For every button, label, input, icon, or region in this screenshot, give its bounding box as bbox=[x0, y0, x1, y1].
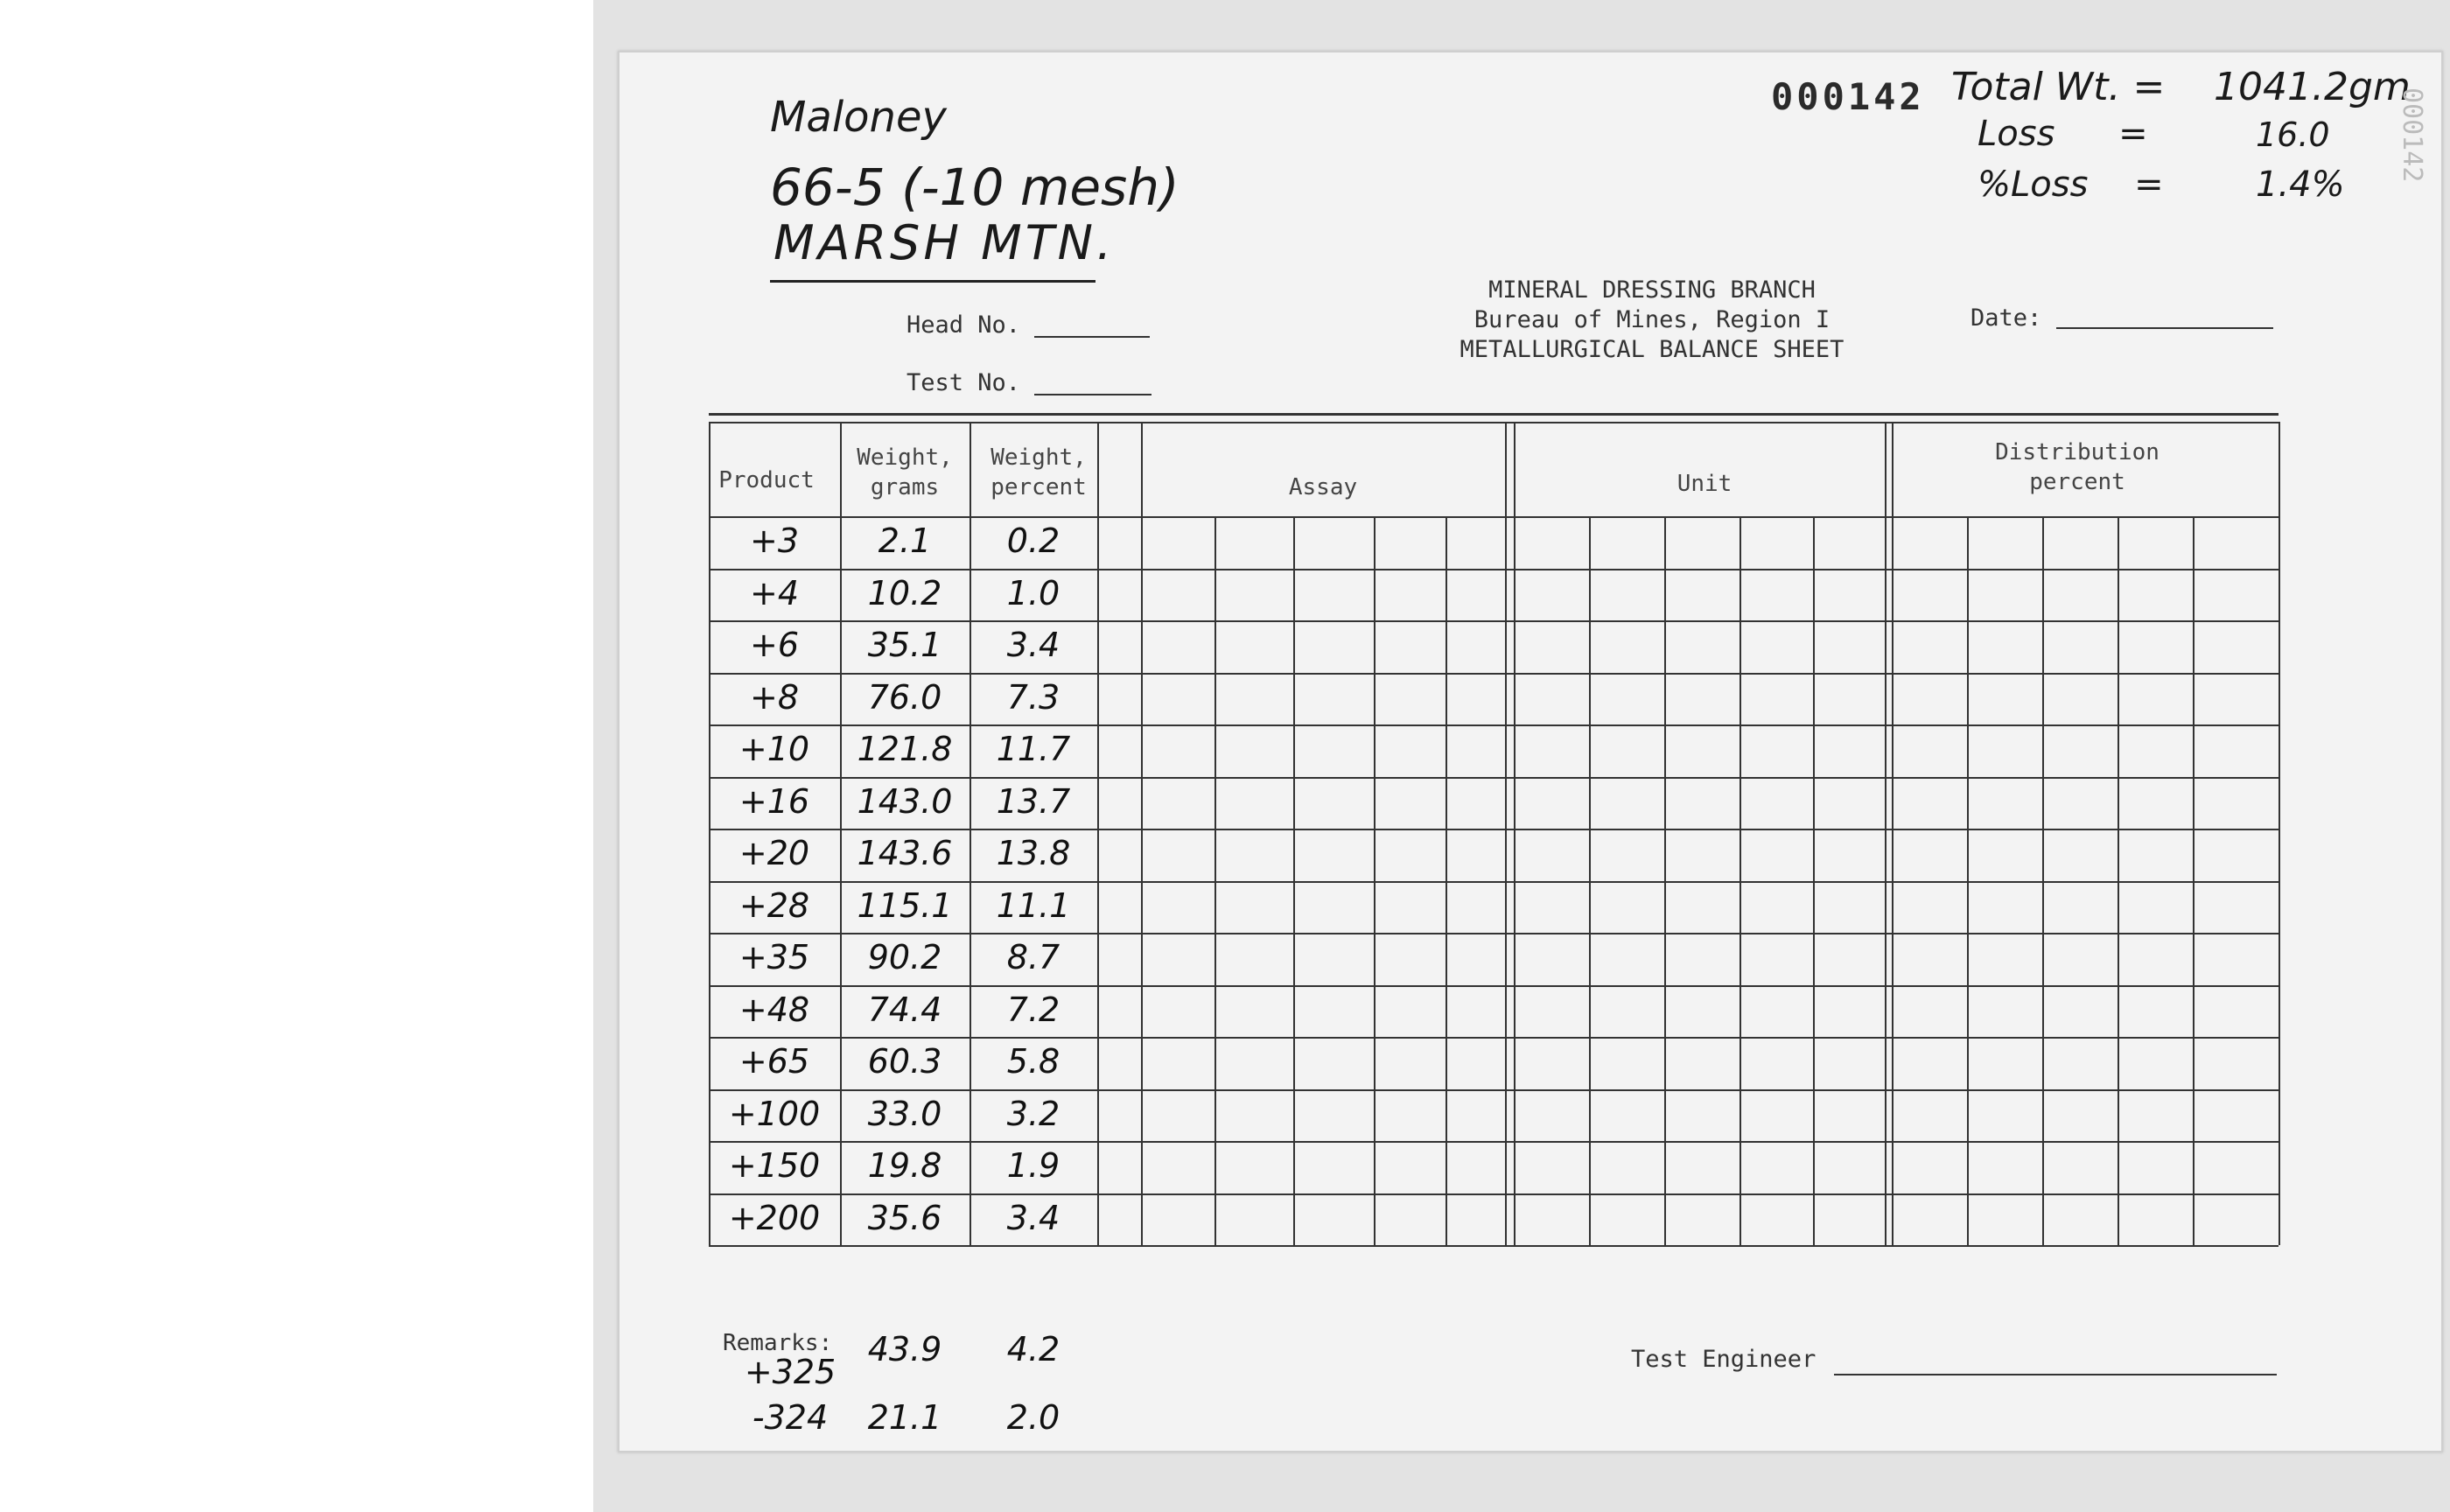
cell-weight-percent: 1.0 bbox=[1006, 573, 1060, 612]
cell-weight-grams: 60.3 bbox=[867, 1042, 942, 1081]
cell-weight-grams: 143.6 bbox=[857, 834, 953, 872]
cell-weight-percent: 1.9 bbox=[1006, 1146, 1060, 1185]
percent-loss-value: 1.4% bbox=[2256, 164, 2345, 205]
cell-weight-percent: 13.7 bbox=[996, 781, 1071, 821]
cell-product: +200 bbox=[728, 1198, 821, 1237]
cell-weight-percent: 5.8 bbox=[1006, 1042, 1060, 1081]
cell-product: +6 bbox=[749, 626, 800, 664]
column-divider bbox=[2278, 422, 2280, 1245]
handwritten-name: Maloney bbox=[770, 93, 947, 142]
cell-weight-percent: 7.3 bbox=[1006, 677, 1060, 717]
total-weight-label: Total Wt. = bbox=[1951, 65, 2166, 109]
cell-product: +100 bbox=[728, 1094, 821, 1133]
cell-weight-grams: 90.2 bbox=[867, 938, 942, 976]
column-divider bbox=[1892, 422, 1894, 1245]
cell-weight-percent: 7.2 bbox=[1006, 990, 1060, 1029]
cell-weight-percent: 0.2 bbox=[1006, 522, 1060, 560]
cell-weight-grams: 74.4 bbox=[867, 990, 942, 1029]
cell-weight-grams: 10.2 bbox=[867, 573, 942, 612]
column-divider bbox=[1514, 422, 1516, 1245]
handwritten-location: MARSH MTN. bbox=[774, 215, 1116, 270]
col-header-weight-percent: Weight, percent bbox=[990, 444, 1087, 500]
cell-weight-grams: 76.0 bbox=[867, 677, 942, 717]
cell-weight-percent: 11.7 bbox=[996, 730, 1071, 768]
left-blank-margin bbox=[0, 0, 593, 1512]
cell-weight-percent: 8.7 bbox=[1006, 938, 1060, 976]
loss-value: 16.0 bbox=[2256, 116, 2330, 154]
col-header-unit: Unit bbox=[1676, 471, 1732, 497]
cell-product: +65 bbox=[738, 1042, 810, 1081]
cell-product: +35 bbox=[738, 938, 810, 976]
percent-loss-label: %Loss = bbox=[1978, 164, 2164, 205]
remarks-weight-percent: 4.2 bbox=[1006, 1330, 1060, 1368]
row-divider bbox=[709, 1141, 2278, 1143]
column-divider bbox=[1885, 422, 1886, 1245]
column-divider bbox=[1141, 422, 1143, 1245]
cell-weight-grams: 143.0 bbox=[857, 781, 953, 821]
cell-weight-grams: 121.8 bbox=[857, 730, 953, 768]
side-stamp-number: 000142 bbox=[2397, 88, 2427, 183]
row-divider bbox=[709, 933, 2278, 934]
cell-weight-grams: 19.8 bbox=[867, 1146, 942, 1185]
cell-product: +20 bbox=[738, 834, 810, 872]
table-top-rule bbox=[709, 422, 2278, 424]
row-divider bbox=[709, 724, 2278, 726]
cell-weight-grams: 2.1 bbox=[878, 522, 932, 560]
cell-product: +8 bbox=[749, 677, 800, 717]
document-number: 000142 bbox=[1771, 75, 1925, 118]
cell-product: +3 bbox=[749, 522, 800, 560]
test-no-label: Test No. bbox=[906, 369, 1021, 396]
cell-product: +10 bbox=[738, 730, 810, 768]
cell-product: +16 bbox=[738, 781, 810, 821]
cell-weight-grams: 33.0 bbox=[867, 1094, 942, 1133]
remarks-weight-percent: 2.0 bbox=[1006, 1398, 1060, 1437]
col-header-distribution: Distribution percent bbox=[1995, 439, 2160, 495]
org-bureau: Bureau of Mines, Region I bbox=[1474, 306, 1830, 333]
org-sheet-title: METALLURGICAL BALANCE SHEET bbox=[1460, 336, 1844, 363]
cell-weight-percent: 3.2 bbox=[1006, 1094, 1060, 1133]
cell-weight-percent: 13.8 bbox=[996, 834, 1071, 872]
row-divider bbox=[709, 829, 2278, 830]
row-divider bbox=[709, 1194, 2278, 1195]
cell-product: +28 bbox=[738, 886, 810, 925]
cell-weight-grams: 35.6 bbox=[867, 1198, 942, 1237]
cell-weight-percent: 3.4 bbox=[1006, 1198, 1060, 1237]
cell-product: +48 bbox=[738, 990, 810, 1029]
remarks-product: -324 bbox=[752, 1398, 829, 1437]
col-header-product: Product bbox=[718, 467, 815, 494]
remarks-label: Remarks: bbox=[723, 1330, 833, 1356]
cell-product: +150 bbox=[728, 1146, 821, 1185]
column-divider bbox=[1505, 422, 1507, 1245]
row-divider bbox=[709, 1089, 2278, 1091]
head-no-label: Head No. bbox=[906, 312, 1021, 339]
handwritten-sample-id: 66-5 (-10 mesh) bbox=[770, 158, 1180, 217]
date-label: Date: bbox=[1970, 304, 2042, 332]
row-divider bbox=[709, 985, 2278, 987]
row-divider bbox=[709, 620, 2278, 622]
cell-weight-grams: 115.1 bbox=[857, 886, 953, 925]
test-engineer-blank bbox=[1834, 1374, 2277, 1376]
row-divider bbox=[709, 1037, 2278, 1039]
table-top-rule bbox=[709, 413, 2278, 416]
remarks-product: +325 bbox=[744, 1353, 836, 1391]
row-divider bbox=[709, 673, 2278, 675]
cell-weight-percent: 3.4 bbox=[1006, 626, 1060, 664]
col-header-assay: Assay bbox=[1288, 474, 1358, 500]
row-divider bbox=[709, 881, 2278, 883]
balance-sheet-page bbox=[618, 51, 2443, 1452]
cell-weight-grams: 35.1 bbox=[867, 626, 942, 664]
column-divider bbox=[1097, 422, 1099, 1245]
loss-label: Loss = bbox=[1978, 114, 2148, 154]
remarks-weight-grams: 43.9 bbox=[867, 1330, 942, 1368]
remarks-weight-grams: 21.1 bbox=[867, 1398, 942, 1437]
row-divider bbox=[709, 1245, 2278, 1247]
balance-table bbox=[620, 52, 2441, 1451]
cell-product: +4 bbox=[749, 573, 800, 612]
row-divider bbox=[709, 569, 2278, 570]
total-weight-value: 1041.2gm bbox=[2214, 65, 2411, 109]
col-header-weight-grams: Weight, grams bbox=[857, 444, 953, 500]
row-divider bbox=[709, 777, 2278, 779]
cell-weight-percent: 11.1 bbox=[996, 886, 1071, 925]
org-branch: MINERAL DRESSING BRANCH bbox=[1488, 276, 1816, 304]
test-engineer-label: Test Engineer bbox=[1631, 1346, 1816, 1373]
